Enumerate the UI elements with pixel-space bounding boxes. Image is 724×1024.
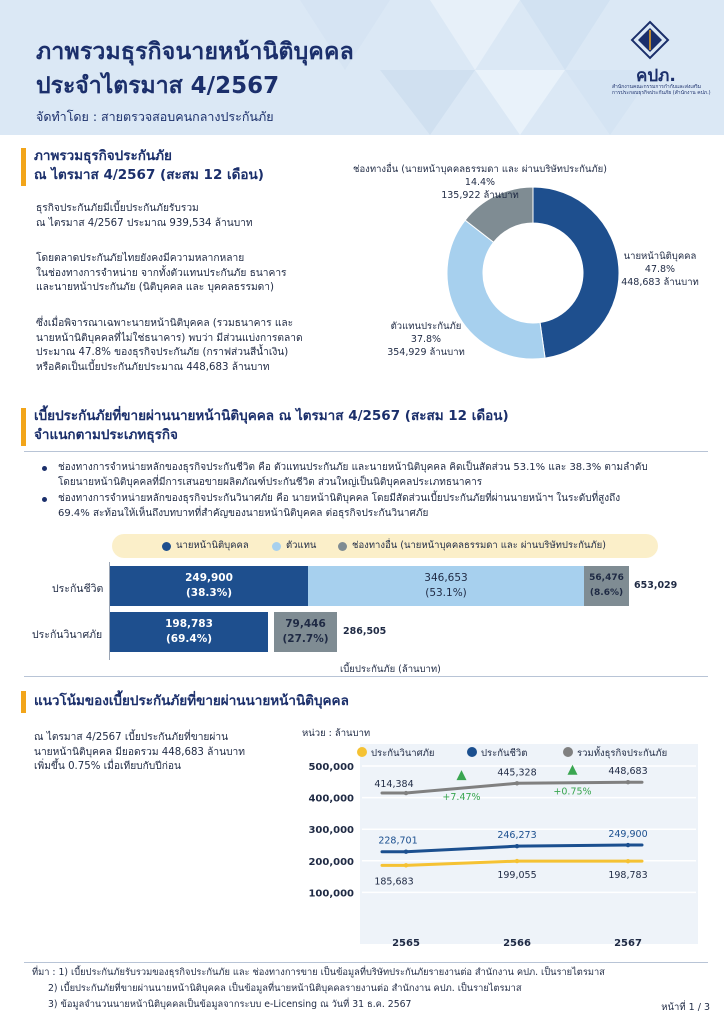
section2-bullet1 [36,461,706,490]
line-life-point [515,844,519,848]
bar-nonlife-broker-value: 198,783 [165,618,213,630]
bar-life-broker-pct: (38.3%) [185,587,233,599]
oic-logo-subtitle-line2: การประกอบธุรกิจประกันภัย (สำนักงาน คปภ.) [612,90,711,96]
line-total-point [626,780,630,784]
section2-bullets [36,461,706,523]
section2-title [34,407,714,445]
section1-para1-line2: ณ ไตรมาส 4/2567 ประมาณ 939,534 ล้านบาท [36,217,253,229]
footer-divider [24,962,708,963]
line-legend-total-label: รวมทั้งธุรกิจประกันภัย [577,748,668,759]
bar-life-other-value: 56,476 [589,573,624,583]
oic-logo [612,18,716,106]
page-number: หน้าที่ 1 / 3 [661,1002,710,1013]
bar-nonlife-other-pct: (27.7%) [282,633,329,645]
line-chart-xtick-label: 2566 [503,938,531,949]
line-legend-nonlife-label: ประกันวินาศภัย [371,748,435,759]
section1-paragraph3 [36,317,376,375]
line-total-point [404,791,408,795]
section3-title: แนวโน้มของเบี้ยประกันภัยที่ขายผ่านนายหน้านิติบุคคล [34,693,349,709]
bar-life-other-pct: (8.6%) [589,588,624,598]
line-nonlife-data-label: 199,055 [497,870,537,882]
page-title-line2: ประจำไตรมาส 4/2567 [36,73,280,99]
line-nonlife-point [404,863,408,867]
footer-note1: ที่มา : 1) เบี้ยประกันภัยรับรวมของธุรกิจประกันภัย และ ช่องทางการขาย เป็นข้อมูลที่บริษัทประกันภัยรายงานต่อ สำนักงาน คปภ. เป็นรายไตรมาส [32,967,605,978]
bar-life-total: 653,029 [634,580,678,591]
footer-notes [32,965,682,1013]
section2-bullet1-line2: โดยนายหน้านิติบุคคลที่มีการเสนอขายผลิตภัณฑ์ประกันชีวิต ส่วนใหญ่เป็นนิติบุคคลประเภทธนาคาร [58,476,483,488]
donut-label-broker-value: 448,683 ล้านบาท [621,277,699,288]
growth-annotation-label: +0.75% [553,786,592,798]
bar-nonlife-other-value: 79,446 [285,618,326,630]
legend-agent-dot-icon [272,542,281,551]
line-life-data-label: 228,701 [378,835,418,847]
section1-para3-line1: ซึ่งเมื่อพิจารณาเฉพาะนายหน้านิติบุคคล (รวมธนาคาร และ [36,318,294,329]
bar-nonlife-broker-pct: (69.4%) [165,633,213,645]
line-chart-xtick-label: 2565 [392,938,420,949]
donut-label-other-name: ช่องทางอื่น (นายหน้าบุคคลธรรมดา และ ผ่านบริษัทประกันภัย) [353,164,607,175]
line-chart-ytick-label: 400,000 [308,793,354,805]
oic-logo-subtitle-line1: สำนักงานคณะกรรมการกำกับและส่งเสริม [612,84,702,90]
donut-label-other-value: 135,922 ล้านบาท [441,190,519,201]
section1-para3-line4: หรือคิดเป็นเบี้ยประกันภัยประมาณ 448,683 ล้านบาท [36,361,270,373]
donut-label-agent-value: 354,929 ล้านบาท [387,347,465,358]
section3-para-line1: ณ ไตรมาส 4/2567 เบี้ยประกันภัยที่ขายผ่าน [34,732,229,743]
donut-label-other-pct: 14.4% [464,177,496,188]
footer-note2: 2) เบี้ยประกันภัยที่ขายผ่านนายหน้านิติบุคคล เป็นข้อมูลที่นายหน้านิติบุคคลรายงานต่อ สำนักงาน คปภ. เป็นรายไตรมาส [48,983,522,994]
legend-broker [162,539,249,553]
section1-title [34,147,264,185]
line-total-point [515,781,519,785]
bar-life-broker [110,566,308,606]
line-life-point [404,850,408,854]
legend-other [338,539,606,553]
section2-bullet2 [36,492,706,521]
section1-paragraph2 [36,252,366,296]
section2-accent-bar [21,408,26,446]
oic-emblem-icon [612,18,716,64]
legend-broker-dot-icon [162,542,171,551]
line-chart-ytick-label: 200,000 [308,856,354,868]
header-band [0,0,724,135]
byline: จัดทำโดย : สายตรวจสอบคนกลางประกันภัย [36,109,274,124]
section1-para2-line3: และนายหน้าประกันภัย (นิติบุคคล และ บุคคลธรรมดา) [36,282,274,293]
footer-note3: 3) ข้อมูลจำนวนนายหน้านิติบุคคลเป็นข้อมูลจากระบบ e-Licensing ณ วันที่ 31 ธ.ค. 2567 [48,999,412,1010]
donut-label-broker-name: นายหน้านิติบุคคล [623,251,697,262]
section2-bullet2-line2: 69.4% สะท้อนให้เห็นถึงบทบาทที่สำคัญของนายหน้านิติบุคคล ต่อธุรกิจประกันวินาศภัย [58,507,429,519]
donut-slice-broker [533,187,619,358]
line-total-data-label: 414,384 [374,779,414,791]
line-chart-xtick-label: 2567 [614,938,642,949]
line-life-point [626,843,630,847]
donut-label-agent-name: ตัวแทนประกันภัย [390,321,462,332]
line-nonlife-point [515,859,519,863]
line-nonlife-data-label: 198,783 [608,870,648,882]
section2-bullet1-line1: ช่องทางการจำหน่ายหลักของธุรกิจประกันชีวิต คือ ตัวแทนประกันภัย และนายหน้านิติบุคคล คิดเป็นสัดส่วน 53.1% และ 38.3% ตามลำดับ [58,462,648,473]
line-life-data-label: 246,273 [497,830,537,842]
section3-accent-bar [21,691,26,713]
line-legend-total-dot-icon [563,747,573,757]
legend-agent [272,539,316,553]
section1-accent-bar [21,148,26,186]
bar-life-agent [308,566,584,606]
section3-para-line3: เพิ่มขึ้น 0.75% เมื่อเทียบกับปีก่อน [34,761,181,772]
section1-para3-line3: ประมาณ 47.8% ของธุรกิจประกันภัย (กราฟส่วนสีน้ำเงิน) [36,347,289,358]
donut-label-agent [376,320,476,359]
section3-paragraph [34,731,294,775]
legend-agent-label: ตัวแทน [286,540,317,551]
oic-logo-subtitle [612,84,716,96]
bar-life-agent-pct: (53.1%) [425,587,467,599]
donut-label-broker [610,250,710,289]
line-nonlife-point [626,859,630,863]
bar-life-broker-value: 249,900 [185,572,233,584]
line-chart-unit-label: หน่วย : ล้านบาท [302,728,371,739]
bar-nonlife-other [274,612,337,652]
section1-para1-line1: ธุรกิจประกันภัยมีเบี้ยประกันภัยรับรวม [36,203,199,214]
line-nonlife-data-label: 185,683 [374,876,414,888]
donut-label-agent-pct: 37.8% [410,334,442,345]
line-legend-life-label: ประกันชีวิต [481,748,528,759]
page-title-line1: ภาพรวมธุรกิจนายหน้านิติบุคคล [36,39,354,65]
bar-row-life-label: ประกันชีวิต [52,583,104,595]
oic-logo-text: คปภ. [636,66,676,86]
line-life-data-label: 249,900 [608,829,648,841]
legend-other-label: ช่องทางอื่น (นายหน้าบุคคลธรรมดา และ ผ่านบริษัทประกันภัย) [352,540,606,551]
growth-annotation-label: +7.47% [442,792,481,804]
line-legend-nonlife-dot-icon [357,747,367,757]
section2-title-line1: เบี้ยประกันภัยที่ขายผ่านนายหน้านิติบุคคล ณ ไตรมาส 4/2567 (สะสม 12 เดือน) [34,408,509,424]
trend-line-chart [300,724,700,956]
section1-para2-line1: โดยตลาดประกันภัยไทยยังคงมีความหลากหลาย [36,253,245,264]
bar-row-nonlife-label: ประกันวินาศภัย [32,629,103,641]
line-legend-life-dot-icon [467,747,477,757]
bar-life-other [584,566,629,606]
legend-broker-label: นายหน้านิติบุคคล [176,540,249,551]
bar-axis-label: เบี้ยประกันภัย (ล้านบาท) [340,664,441,675]
stacked-bar-legend [112,534,658,558]
section2-divider [24,451,708,452]
legend-other-dot-icon [338,542,347,551]
section1-para3-line2: นายหน้านิติบุคคลที่ไม่ใช่ธนาคาร) พบว่า มีส่วนแบ่งการตลาด [36,332,303,344]
section1-paragraph1 [36,202,356,231]
line-chart-ytick-label: 100,000 [308,888,354,900]
line-total-data-label: 445,328 [497,767,537,779]
section1-title-line1: ภาพรวมธุรกิจประกันภัย [34,148,172,164]
section1-title-line2: ณ ไตรมาส 4/2567 (สะสม 12 เดือน) [34,167,264,183]
section2-bottom-divider [24,676,708,677]
section1-para2-line2: ในช่องทางการจำหน่าย จากทั้งตัวแทนประกันภัย ธนาคาร [36,267,287,279]
section3-para-line2: นายหน้านิติบุคคล มียอดรวม 448,683 ล้านบาท [34,746,245,758]
line-total-data-label: 448,683 [608,766,648,778]
donut-label-other [330,163,630,202]
bar-nonlife-broker [110,612,268,652]
line-chart-ytick-label: 500,000 [308,762,354,773]
section2-bullet2-line1: ช่องทางการจำหน่ายหลักของธุรกิจประกันวินาศภัย คือ นายหน้านิติบุคคล โดยมีสัดส่วนเบี้ยประกันภัยที่ผ่านนายหน้าฯ ในระดับที่สูงถึง [58,493,621,504]
bar-life-agent-value: 346,653 [424,572,468,584]
line-chart-ytick-label: 300,000 [308,825,354,837]
donut-label-broker-pct: 47.8% [644,264,676,275]
section2-title-line2: จำแนกตามประเภทธุรกิจ [34,427,178,443]
bar-nonlife-total: 286,505 [343,626,387,637]
